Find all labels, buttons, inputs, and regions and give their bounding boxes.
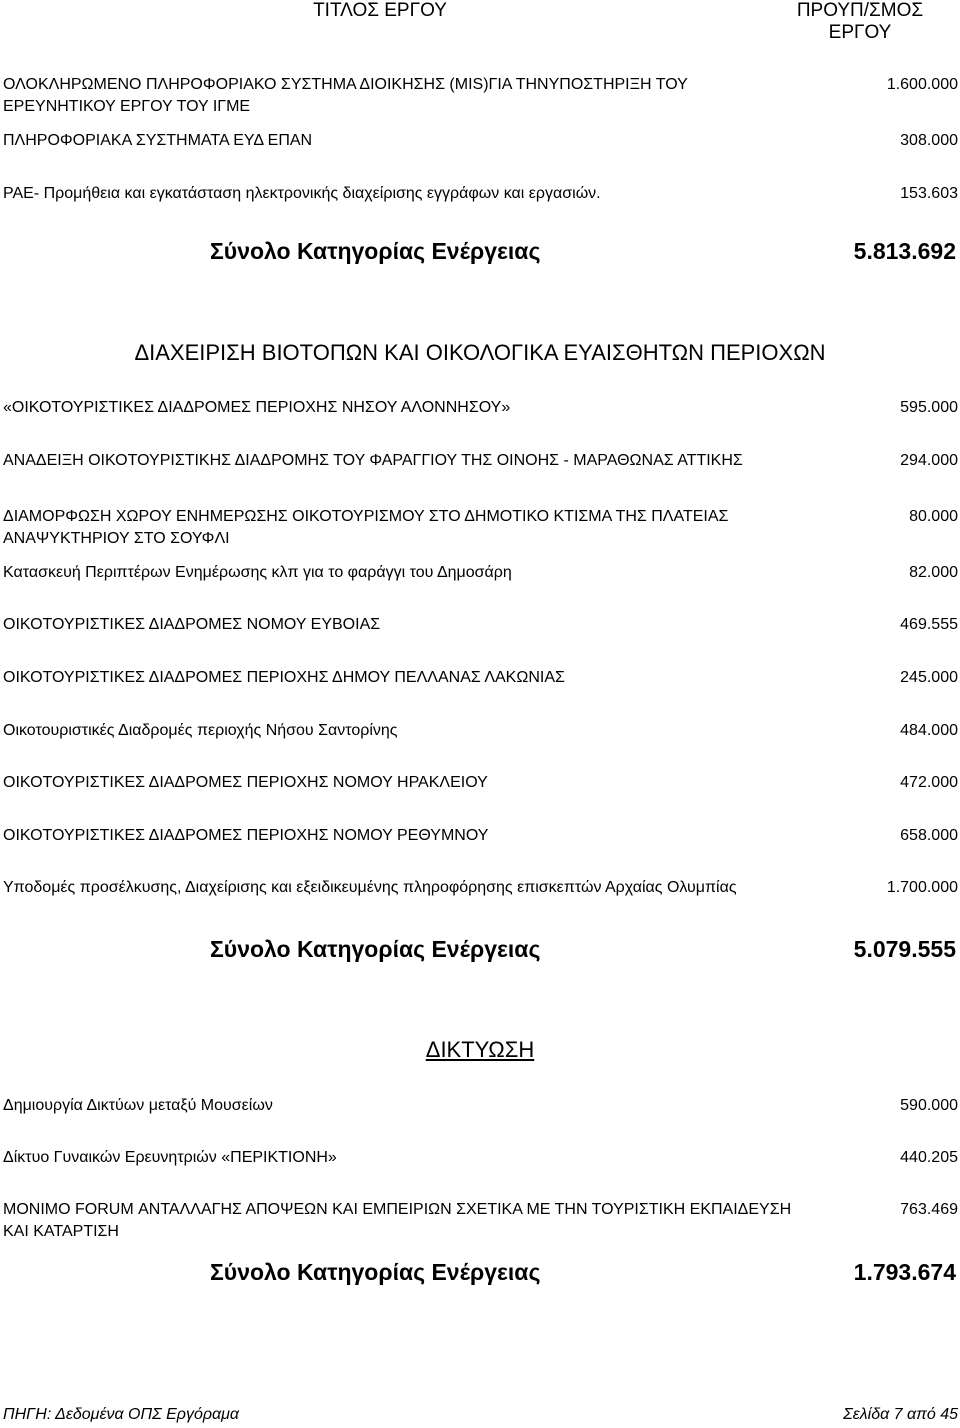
category-total-value: 1.793.674	[853, 1259, 956, 1285]
project-budget: 590.000	[900, 1097, 958, 1114]
project-budget: 308.000	[900, 132, 958, 149]
category-total-label: Σύνολο Κατηγορίας Ενέργειας	[210, 238, 541, 264]
header-budget-label-line1: ΠΡΟΥΠ/ΣΜΟΣ	[796, 0, 924, 21]
category-total-label: Σύνολο Κατηγορίας Ενέργειας	[210, 1259, 541, 1285]
header-budget-label-line2: ΕΡΓΟΥ	[828, 22, 892, 43]
project-title: ΟΙΚΟΤΟΥΡΙΣΤΙΚΕΣ ΔΙΑΔΡΟΜΕΣ ΠΕΡΙΟΧΗΣ ΔΗΜΟΥ ΠΕΛΛΑΝΑΣ ΛΑΚΩΝΙΑΣ	[3, 669, 565, 686]
project-title: ΟΙΚΟΤΟΥΡΙΣΤΙΚΕΣ ΔΙΑΔΡΟΜΕΣ ΝΟΜΟΥ ΕΥΒΟΙΑΣ	[3, 616, 381, 633]
project-title: ΟΙΚΟΤΟΥΡΙΣΤΙΚΕΣ ΔΙΑΔΡΟΜΕΣ ΠΕΡΙΟΧΗΣ ΝΟΜΟΥ ΗΡΑΚΛΕΙΟΥ	[3, 774, 488, 791]
project-title: Δίκτυο Γυναικών Ερευνητριών «ΠΕΡΙΚΤΙΟΝΗ»	[3, 1149, 337, 1166]
project-title: ΠΛΗΡΟΦΟΡΙΑΚΑ ΣΥΣΤΗΜΑΤΑ ΕΥΔ ΕΠΑΝ	[3, 132, 313, 149]
project-title: Οικοτουριστικές Διαδρομές περιοχής Νήσου Σαντορίνης	[3, 722, 398, 739]
project-title: ΡΑΕ- Προμήθεια και εγκατάσταση ηλεκτρονικής διαχείρισης εγγράφων και εργασιών.	[3, 185, 601, 202]
project-budget: 595.000	[900, 399, 958, 416]
project-title: ΟΛΟΚΛΗΡΩΜΕΝΟ ΠΛΗΡΟΦΟΡΙΑΚΟ ΣΥΣΤΗΜΑ ΔΙΟΙΚΗΣΗΣ (MIS)ΓΙΑ ΤΗΝΥΠΟΣΤΗΡΙΞΗ ΤΟΥ ΕΡΕΥΝΗΤΙΚΟΥ ΕΡΓΟΥ ΤΟΥ ΙΓΜΕ	[3, 76, 688, 115]
project-title: ΑΝΑΔΕΙΞΗ ΟΙΚΟΤΟΥΡΙΣΤΙΚΗΣ ΔΙΑΔΡΟΜΗΣ ΤΟΥ ΦΑΡΑΓΓΙΟΥ ΤΗΣ ΟΙΝΟΗΣ - ΜΑΡΑΘΩΝΑΣ ΑΤΤΙΚΗΣ	[3, 452, 743, 469]
footer-page-number: Σελίδα 7 από 45	[843, 1406, 958, 1423]
category-total-value: 5.813.692	[853, 238, 956, 264]
project-title: ΟΙΚΟΤΟΥΡΙΣΤΙΚΕΣ ΔΙΑΔΡΟΜΕΣ ΠΕΡΙΟΧΗΣ ΝΟΜΟΥ ΡΕΘΥΜΝΟΥ	[3, 827, 489, 844]
project-title: Υποδομές προσέλκυσης, Διαχείρισης και εξειδικευμένης πληροφόρησης επισκεπτών Αρχαίας Ολυμπίας	[3, 879, 737, 896]
section-heading: ΔΙΑΧΕΙΡΙΣΗ ΒΙΟΤΟΠΩΝ ΚΑΙ ΟΙΚΟΛΟΓΙΚΑ ΕΥΑΙΣΘΗΤΩΝ ΠΕΡΙΟΧΩΝ	[134, 340, 826, 365]
project-title: ΔΙΑΜΟΡΦΩΣΗ ΧΩΡΟΥ ΕΝΗΜΕΡΩΣΗΣ ΟΙΚΟΤΟΥΡΙΣΜΟΥ ΣΤΟ ΔΗΜΟΤΙΚΟ ΚΤΙΣΜΑ ΤΗΣ ΠΛΑΤΕΙΑΣ ΑΝΑΨΥΚΤΗΡΙΟΥ ΣΤΟ ΣΟΥΦΛΙ	[3, 508, 729, 547]
section-heading: ΔΙΚΤΥΩΣΗ	[425, 1037, 535, 1062]
category-total-label: Σύνολο Κατηγορίας Ενέργειας	[210, 936, 541, 962]
project-title: Δημιουργία Δικτύων μεταξύ Μουσείων	[3, 1097, 273, 1114]
project-budget: 1.600.000	[886, 76, 958, 93]
project-budget: 440.205	[900, 1149, 958, 1166]
project-budget: 472.000	[900, 774, 958, 791]
project-budget: 294.000	[900, 452, 958, 469]
project-budget: 245.000	[900, 669, 958, 686]
project-title: Κατασκευή Περιπτέρων Ενημέρωσης κλπ για το φαράγγι του Δημοσάρη	[3, 564, 512, 581]
project-budget: 469.555	[900, 616, 958, 633]
header-title-column	[300, 0, 460, 22]
project-budget: 153.603	[900, 185, 958, 202]
footer-source: ΠΗΓΗ: Δεδομένα ΟΠΣ Εργόραμα	[3, 1406, 240, 1423]
project-title: ΜΟΝΙΜΟ FORUM ΑΝΤΑΛΛΑΓΗΣ ΑΠΟΨΕΩΝ ΚΑΙ ΕΜΠΕΙΡΙΩΝ ΣΧΕΤΙΚΑ ΜΕ ΤΗΝ ΤΟΥΡΙΣΤΙΚΗ ΕΚΠΑΙΔΕΥΣΗ ΚΑΙ ΚΑΤΑΡΤΙΣΗ	[3, 1201, 792, 1240]
project-budget: 80.000	[909, 508, 958, 525]
header-budget-column	[780, 0, 940, 44]
project-title: «ΟΙΚΟΤΟΥΡΙΣΤΙΚΕΣ ΔΙΑΔΡΟΜΕΣ ΠΕΡΙΟΧΗΣ ΝΗΣΟΥ ΑΛΟΝΝΗΣΟΥ»	[3, 399, 511, 416]
category-total-value: 5.079.555	[853, 936, 956, 962]
project-budget: 484.000	[900, 722, 958, 739]
project-budget: 1.700.000	[886, 879, 958, 896]
header-title-label: ΤΙΤΛΟΣ ΕΡΓΟΥ	[313, 0, 447, 21]
project-budget: 82.000	[909, 564, 958, 581]
project-budget: 763.469	[900, 1201, 958, 1218]
project-budget: 658.000	[900, 827, 958, 844]
